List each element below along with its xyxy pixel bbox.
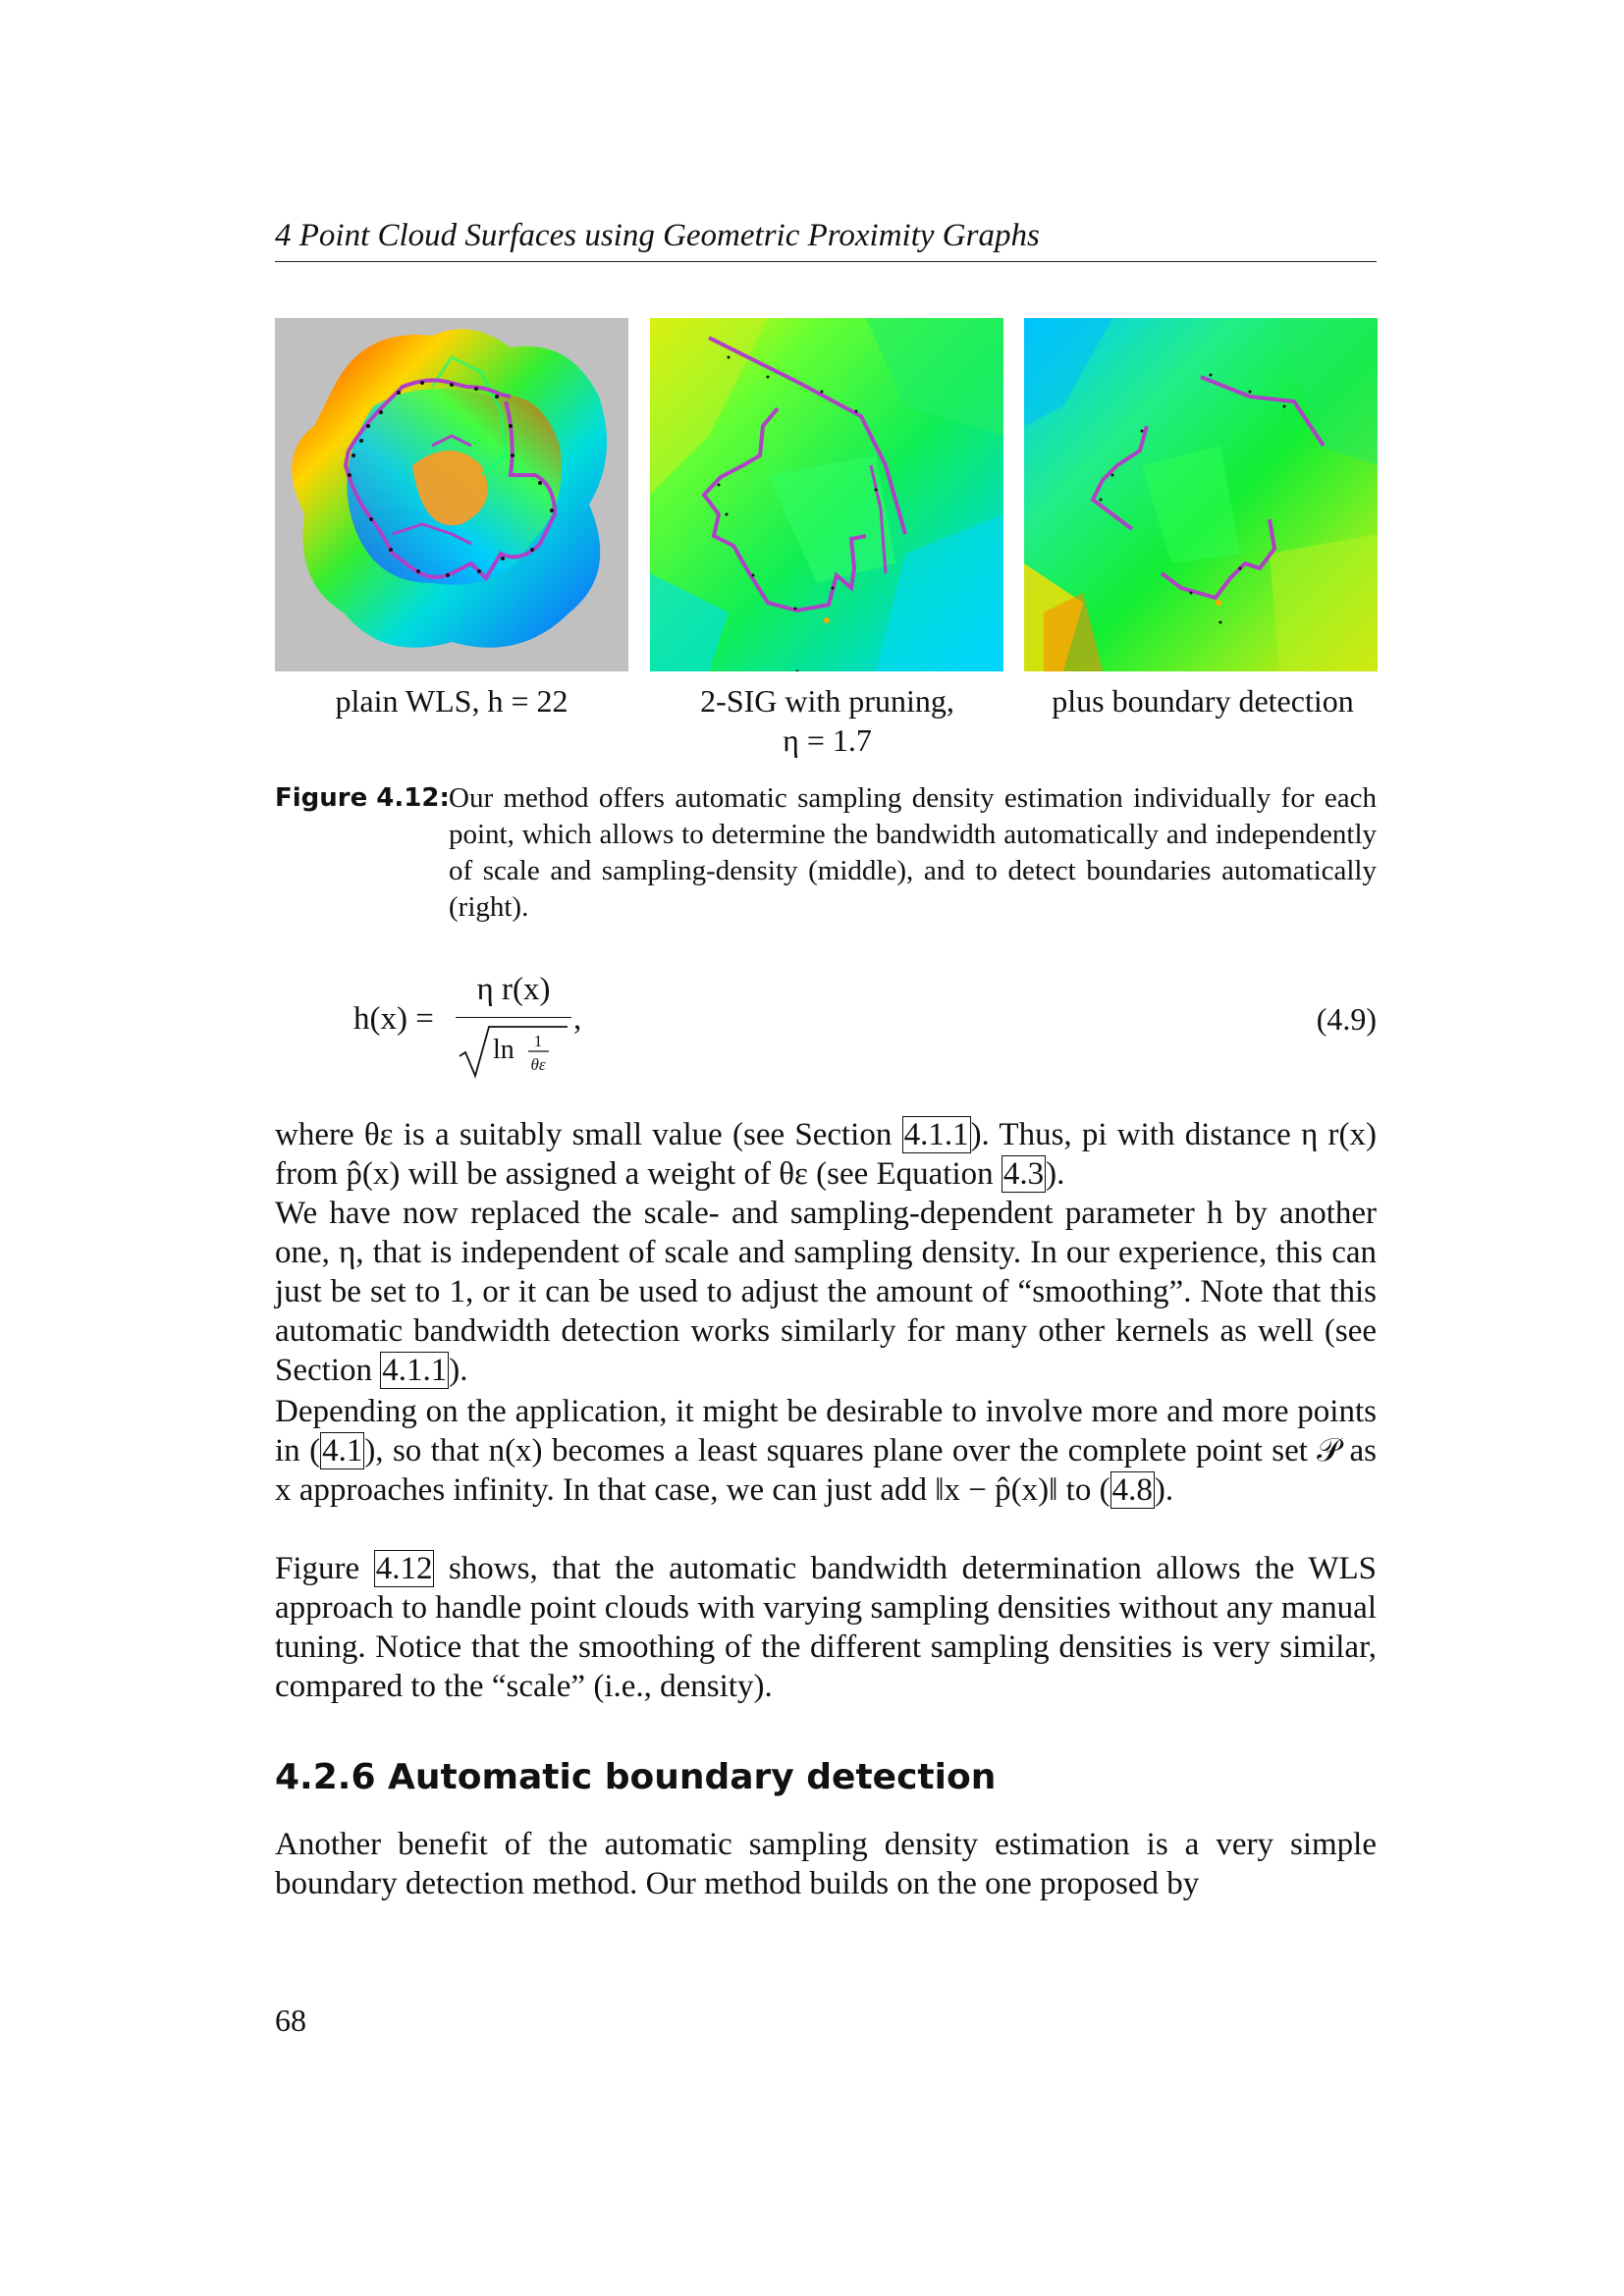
figure-ref-link[interactable]: 4.12 [375,1551,433,1586]
caption-line: plain WLS, h = 22 [335,683,568,719]
equation-lhs: h(x) = [353,1001,434,1037]
paragraph-5 [275,1825,1377,1903]
inner-frac-den: θε [530,1055,546,1074]
text-run: ). [1046,1156,1065,1192]
equation-fraction [456,972,571,1080]
equation-ref-link[interactable]: 4.3 [1002,1156,1045,1192]
sqrt-sign [456,1023,571,1080]
text-run: We have now replaced the scale- and sampling-dependent parameter h by another one, η, that is independent of scale and sampling density. In our experience, this can just be set to 1, or it can be used to adjust the amount of “smoothing”. Note that this automatic bandwidth detection works similarly for many other kernels as well (see Section [275,1196,1377,1388]
boundary-detection-image [1024,318,1378,671]
2-sig-pruning-image [650,318,1003,671]
panel-caption-plain-wls [275,681,628,721]
equation-comma: , [573,1001,582,1037]
paragraph-text [275,1549,1377,1706]
paragraph-2 [275,1194,1377,1390]
equation-ref-link[interactable]: 4.1 [322,1433,363,1468]
paragraph-4 [275,1549,1377,1706]
text-run: Figure [275,1551,374,1586]
equation-ref-link[interactable]: 4.8 [1111,1472,1153,1508]
paragraph-text: Another benefit of the automatic sampling density estimation is a very simple boundary detection method. Our method builds on the one proposed by [275,1827,1377,1901]
ln-text: ln [493,1035,514,1065]
text-run: Depending on the application, it might be desirable to involve more and more points in ( [275,1394,1377,1468]
section-heading: 4.2.6 Automatic boundary detection [275,1757,997,1797]
caption-line: plus boundary detection [1052,683,1354,719]
figure-caption-text: Our method offers automatic sampling density estimation individually for each point, which allows to determine the bandwidth automatically and independently of scale and sampling-density (middle), and to detect boundaries automatically (right). [449,782,1377,923]
figure-panel-boundary-detection [1024,318,1378,671]
header-title: 4 Point Cloud Surfaces using Geometric Proximity Graphs [275,218,1040,253]
equation-denominator [456,1023,571,1080]
paragraph-text [275,1194,1377,1390]
section-ref-link[interactable]: 4.1.1 [382,1353,448,1388]
paragraph-text [275,1115,1377,1194]
fraction-bar [456,1017,571,1018]
text-run: ). Thus, pi with distance η r(x) from p̂(x) will be assigned a weight of θε (see Equation [275,1117,1378,1192]
equation-numerator: η r(x) [476,972,551,1007]
figure-label: Figure 4.12: [275,783,450,813]
text-run: ), so that n(x) becomes a least squares plane over the complete point set 𝒫 as x approaches infinity. In that case, we can just add ‖x − p̂(x)‖ to ( [275,1433,1377,1508]
panel-caption-boundary [1011,681,1394,721]
inner-frac-num: 1 [533,1032,543,1050]
equation-number: (4.9) [1316,1001,1377,1037]
equation-4-9 [275,972,1377,1090]
text-run: ). [449,1353,468,1388]
text-run: ). [1154,1472,1174,1508]
plain-wls-image [275,318,628,671]
paragraph-1 [275,1115,1377,1194]
paragraph-text [275,1392,1377,1510]
text-run: shows, that the automatic bandwidth determination allows the WLS approach to handle point clouds with varying sampling densities without any manual tuning. Notice that the smoothing of the different sampling densities is very similar, compared to the “scale” (i.e., density). [275,1551,1377,1704]
figure-panel-plain-wls [275,318,628,671]
figure-panel-2-sig-pruning [650,318,1003,671]
panel-caption-2-sig [638,681,1016,760]
text-run: where θε is a suitably small value (see Section [275,1117,902,1152]
section-ref-link[interactable]: 4.1.1 [903,1117,969,1152]
paragraph-3 [275,1392,1377,1510]
page-number: 68 [275,2002,306,2038]
caption-line: η = 1.7 [783,722,872,758]
running-header [275,214,1377,262]
caption-line: 2-SIG with pruning, [700,683,954,719]
